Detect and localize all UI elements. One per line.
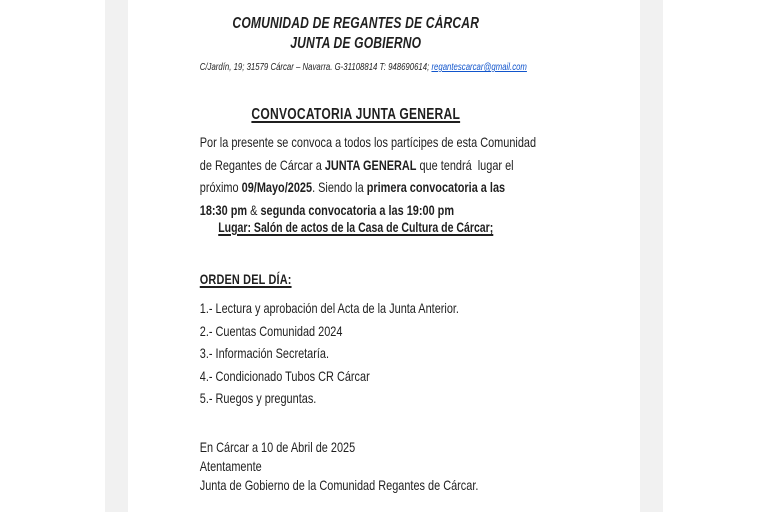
paragraph-line: de Regantes de Cárcar a JUNTA GENERAL que tendrá lugar el [199, 156, 514, 173]
paragraph-line: Por la presente se convoca a todos los partícipes de esta Comunidad [199, 134, 537, 150]
doc-title [200, 106, 512, 124]
closing-salutation: Atentamente [199, 458, 262, 474]
org-name-line: COMUNIDAD DE REGANTES DE CÁRCAR [232, 15, 480, 32]
location-line-text: Lugar: Salón de actos de la Casa de Cultura de Cárcar; [218, 220, 494, 235]
agenda-item: 1.- Lectura y aprobación del Acta de la Junta Anterior. [199, 300, 459, 316]
location-line [200, 220, 512, 235]
contact-line [199, 62, 527, 74]
document-content [128, 0, 640, 512]
agenda-heading-text: ORDEN DEL DÍA: [199, 271, 292, 287]
agenda-item: 4.- Condicionado Tubos CR Cárcar [199, 367, 370, 384]
agenda-item: 5.- Ruegos y preguntas. [199, 390, 317, 406]
agenda-item: 2.- Cuentas Comunidad 2024 [199, 322, 343, 339]
doc-title-text: CONVOCATORIA JUNTA GENERAL [251, 106, 461, 123]
body-paragraph [200, 131, 574, 221]
closing-date-line: En Cárcar a 10 de Abril de 2025 [199, 439, 356, 455]
agenda-item: 3.- Información Secretaría. [199, 345, 330, 361]
paragraph-line: próximo 09/Mayo/2025. Siendo la primera convocatoria a las [199, 179, 506, 195]
agenda-heading [200, 271, 292, 287]
document-page [128, 0, 640, 512]
org-subtitle-line: JUNTA DE GOBIERNO [290, 35, 422, 52]
agenda-list [200, 297, 459, 410]
document-header [199, 14, 527, 74]
closing-block [200, 438, 479, 495]
paragraph-line: 18:30 pm & segunda convocatoria a las 19:00 pm [199, 201, 455, 218]
email-link[interactable]: regantescarcar@gmail.com [431, 62, 527, 73]
closing-signature: Junta de Gobierno de la Comunidad Regantes de Cárcar. [199, 477, 479, 493]
contact-text: C/Jardín, 19; 31579 Cárcar – Navarra. G-31108814 T: 948690614; [199, 62, 432, 73]
